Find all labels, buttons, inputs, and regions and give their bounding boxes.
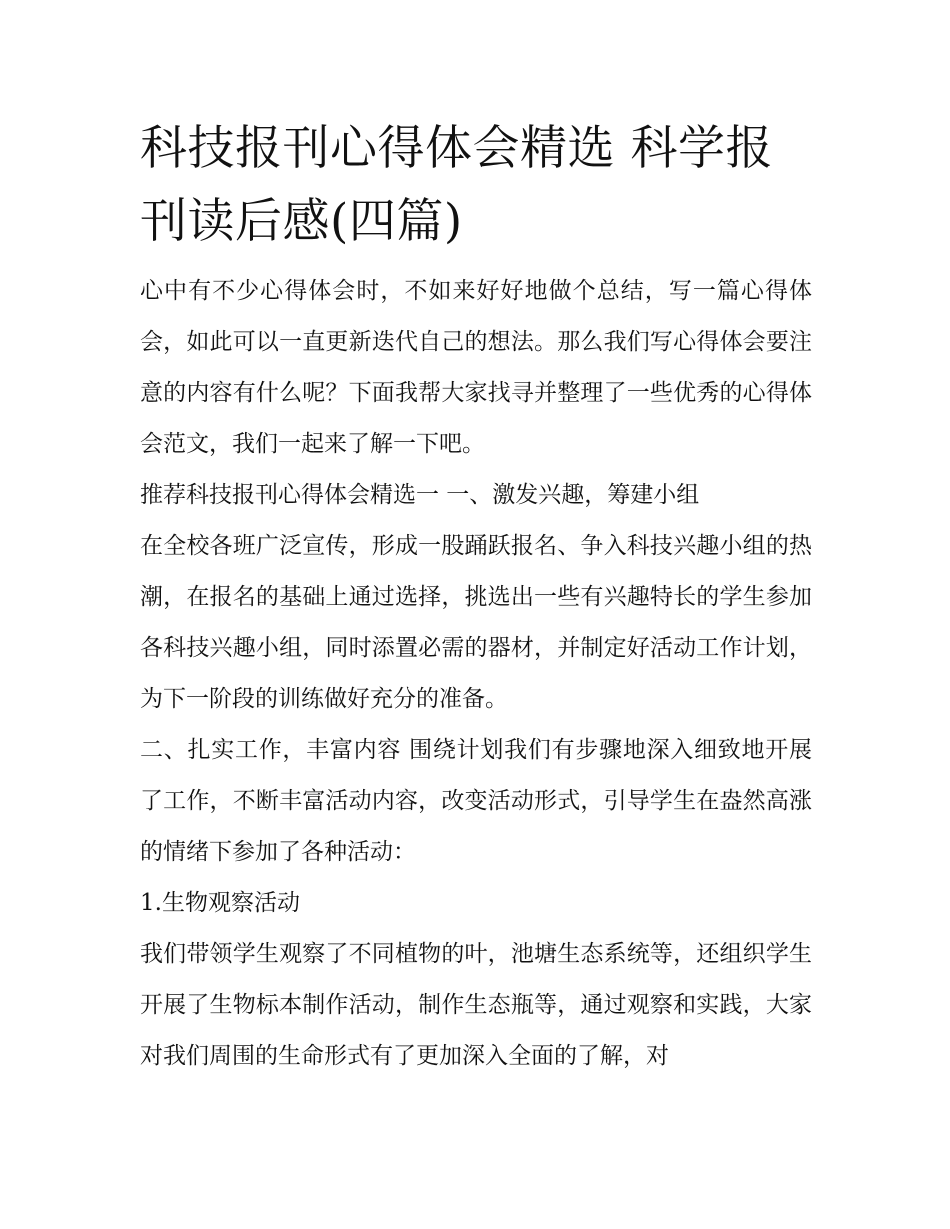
section-heading-1: 推荐科技报刊心得体会精选一 一、激发兴趣，筹建小组 (140, 482, 700, 508)
document-title: 科技报刊心得体会精选 科学报刊读后感(四篇) (140, 121, 773, 249)
subsection-heading: 1.生物观察活动 (140, 890, 300, 916)
document-body (140, 112, 812, 1082)
body-paragraph: 我们带领学生观察了不同植物的叶，池塘生态系统等，还组织学生开展了生物标本制作活动，制作生态瓶等，通过观察和实践，大家对我们周围的生命形式有了更加深入全面的了解，对 (140, 941, 812, 1069)
body-paragraph: 在全校各班广泛宣传，形成一股踊跃报名、争入科技兴趣小组的热潮，在报名的基础上通过选择，挑选出一些有兴趣特长的学生参加各科技兴趣小组，同时添置必需的器材，并制定好活动工作计划，为下一阶段的训练做好充分的准备。 (140, 533, 812, 712)
section-heading-2-paragraph: 二、扎实工作，丰富内容 围绕计划我们有步骤地深入细致地开展了工作，不断丰富活动内容，改变活动形式，引导学生在盎然高涨的情绪下参加了各种活动： (140, 737, 812, 865)
intro-paragraph: 心中有不少心得体会时，不如来好好地做个总结，写一篇心得体会，如此可以一直更新迭代自己的想法。那么我们写心得体会要注意的内容有什么呢？下面我帮大家找寻并整理了一些优秀的心得体会范文，我们一起来了解一下吧。 (140, 278, 812, 457)
